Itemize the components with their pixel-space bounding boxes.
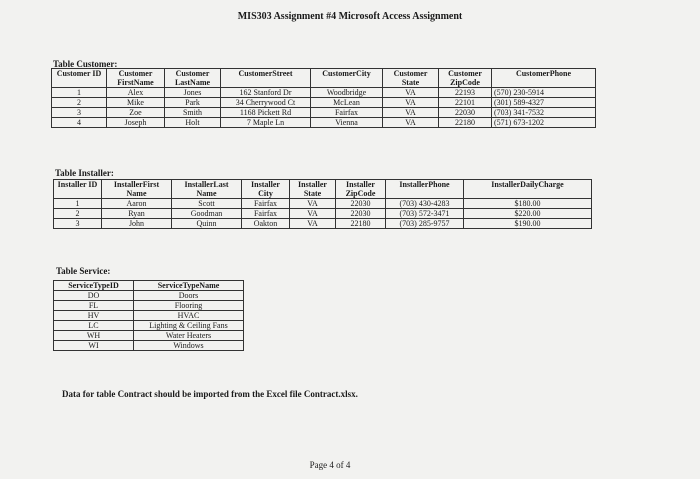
table-cell: VA bbox=[383, 88, 439, 98]
table-cell: Windows bbox=[134, 341, 244, 351]
table-cell: Jones bbox=[165, 88, 221, 98]
column-header: Customer LastName bbox=[165, 69, 221, 88]
installer-table-label: Table Installer: bbox=[55, 168, 114, 178]
column-header: InstallerDailyCharge bbox=[464, 180, 592, 199]
installer-table bbox=[53, 179, 592, 229]
table-row bbox=[54, 199, 592, 209]
table-cell: Doors bbox=[134, 291, 244, 301]
table-cell: VA bbox=[383, 118, 439, 128]
table-cell: Joseph bbox=[107, 118, 165, 128]
table-cell: VA bbox=[383, 108, 439, 118]
table-cell: $190.00 bbox=[464, 219, 592, 229]
table-cell: 162 Stanford Dr bbox=[221, 88, 311, 98]
table-cell: McLean bbox=[311, 98, 383, 108]
table-cell: Flooring bbox=[134, 301, 244, 311]
service-table-label: Table Service: bbox=[56, 266, 111, 276]
table-cell: 1 bbox=[54, 199, 102, 209]
table-row bbox=[52, 108, 596, 118]
table-cell: 4 bbox=[52, 118, 107, 128]
table-cell: 22030 bbox=[336, 199, 386, 209]
table-row bbox=[52, 118, 596, 128]
column-header: CustomerPhone bbox=[492, 69, 596, 88]
table-cell: Holt bbox=[165, 118, 221, 128]
column-header: Installer ZipCode bbox=[336, 180, 386, 199]
table-cell: VA bbox=[290, 209, 336, 219]
column-header: ServiceTypeName bbox=[134, 281, 244, 291]
table-cell: LC bbox=[54, 321, 134, 331]
table-row bbox=[54, 321, 244, 331]
table-cell: 7 Maple Ln bbox=[221, 118, 311, 128]
column-header: InstallerPhone bbox=[386, 180, 464, 199]
table-cell: (703) 430-4283 bbox=[386, 199, 464, 209]
customer-header-row bbox=[52, 69, 596, 88]
table-cell: VA bbox=[290, 199, 336, 209]
table-cell: Ryan bbox=[102, 209, 172, 219]
table-cell: (703) 341-7532 bbox=[492, 108, 596, 118]
table-cell: Alex bbox=[107, 88, 165, 98]
table-cell: Fairfax bbox=[242, 199, 290, 209]
table-cell: (703) 285-9757 bbox=[386, 219, 464, 229]
column-header: CustomerCity bbox=[311, 69, 383, 88]
table-cell: HVAC bbox=[134, 311, 244, 321]
column-header: Customer FirstName bbox=[107, 69, 165, 88]
table-cell: Goodman bbox=[172, 209, 242, 219]
table-cell: 1 bbox=[52, 88, 107, 98]
table-cell: 34 Cherrywood Ct bbox=[221, 98, 311, 108]
table-row bbox=[54, 209, 592, 219]
table-cell: Oakton bbox=[242, 219, 290, 229]
table-cell: Quinn bbox=[172, 219, 242, 229]
table-cell: 2 bbox=[52, 98, 107, 108]
table-cell: 22101 bbox=[439, 98, 492, 108]
table-cell: Fairfax bbox=[242, 209, 290, 219]
table-row bbox=[54, 291, 244, 301]
table-cell: VA bbox=[290, 219, 336, 229]
table-cell: VA bbox=[383, 98, 439, 108]
table-cell: $220.00 bbox=[464, 209, 592, 219]
table-cell: Smith bbox=[165, 108, 221, 118]
installer-header-row bbox=[54, 180, 592, 199]
document-title: MIS303 Assignment #4 Microsoft Access Assignment bbox=[237, 11, 463, 22]
table-cell: HV bbox=[54, 311, 134, 321]
table-cell: Water Heaters bbox=[134, 331, 244, 341]
column-header: Customer ZipCode bbox=[439, 69, 492, 88]
customer-table-label: Table Customer: bbox=[53, 59, 118, 69]
column-header: Customer ID bbox=[52, 69, 107, 88]
table-cell: Lighting & Ceiling Fans bbox=[134, 321, 244, 331]
table-cell: 22030 bbox=[439, 108, 492, 118]
column-header: CustomerStreet bbox=[221, 69, 311, 88]
table-cell: Vienna bbox=[311, 118, 383, 128]
page-number: Page 4 of 4 bbox=[309, 460, 351, 470]
table-row bbox=[54, 331, 244, 341]
table-cell: WH bbox=[54, 331, 134, 341]
table-row bbox=[52, 88, 596, 98]
table-cell: Woodbridge bbox=[311, 88, 383, 98]
column-header: Installer City bbox=[242, 180, 290, 199]
table-cell: 22180 bbox=[336, 219, 386, 229]
column-header: Customer State bbox=[383, 69, 439, 88]
table-cell: 3 bbox=[54, 219, 102, 229]
column-header: InstallerLast Name bbox=[172, 180, 242, 199]
table-cell: Fairfax bbox=[311, 108, 383, 118]
table-row bbox=[52, 98, 596, 108]
import-note: Data for table Contract should be imported from the Excel file Contract.xlsx. bbox=[62, 389, 358, 399]
table-cell: (570) 230-5914 bbox=[492, 88, 596, 98]
table-row bbox=[54, 311, 244, 321]
column-header: InstallerFirst Name bbox=[102, 180, 172, 199]
service-table bbox=[53, 280, 244, 351]
table-cell: Park bbox=[165, 98, 221, 108]
table-cell: 1168 Pickett Rd bbox=[221, 108, 311, 118]
table-cell: John bbox=[102, 219, 172, 229]
table-cell: FL bbox=[54, 301, 134, 311]
table-row bbox=[54, 341, 244, 351]
table-cell: (703) 572-3471 bbox=[386, 209, 464, 219]
table-cell: 2 bbox=[54, 209, 102, 219]
table-cell: WI bbox=[54, 341, 134, 351]
customer-table bbox=[51, 68, 596, 128]
table-row bbox=[54, 301, 244, 311]
table-cell: 22030 bbox=[336, 209, 386, 219]
table-cell: 3 bbox=[52, 108, 107, 118]
table-cell: 22193 bbox=[439, 88, 492, 98]
table-cell: Aaron bbox=[102, 199, 172, 209]
table-cell: $180.00 bbox=[464, 199, 592, 209]
table-cell: DO bbox=[54, 291, 134, 301]
table-row bbox=[54, 219, 592, 229]
service-header-row bbox=[54, 281, 244, 291]
column-header: ServiceTypeID bbox=[54, 281, 134, 291]
table-cell: 22180 bbox=[439, 118, 492, 128]
column-header: Installer State bbox=[290, 180, 336, 199]
column-header: Installer ID bbox=[54, 180, 102, 199]
table-cell: Mike bbox=[107, 98, 165, 108]
table-cell: (301) 589-4327 bbox=[492, 98, 596, 108]
table-cell: Zoe bbox=[107, 108, 165, 118]
table-cell: Scott bbox=[172, 199, 242, 209]
table-cell: (571) 673-1202 bbox=[492, 118, 596, 128]
